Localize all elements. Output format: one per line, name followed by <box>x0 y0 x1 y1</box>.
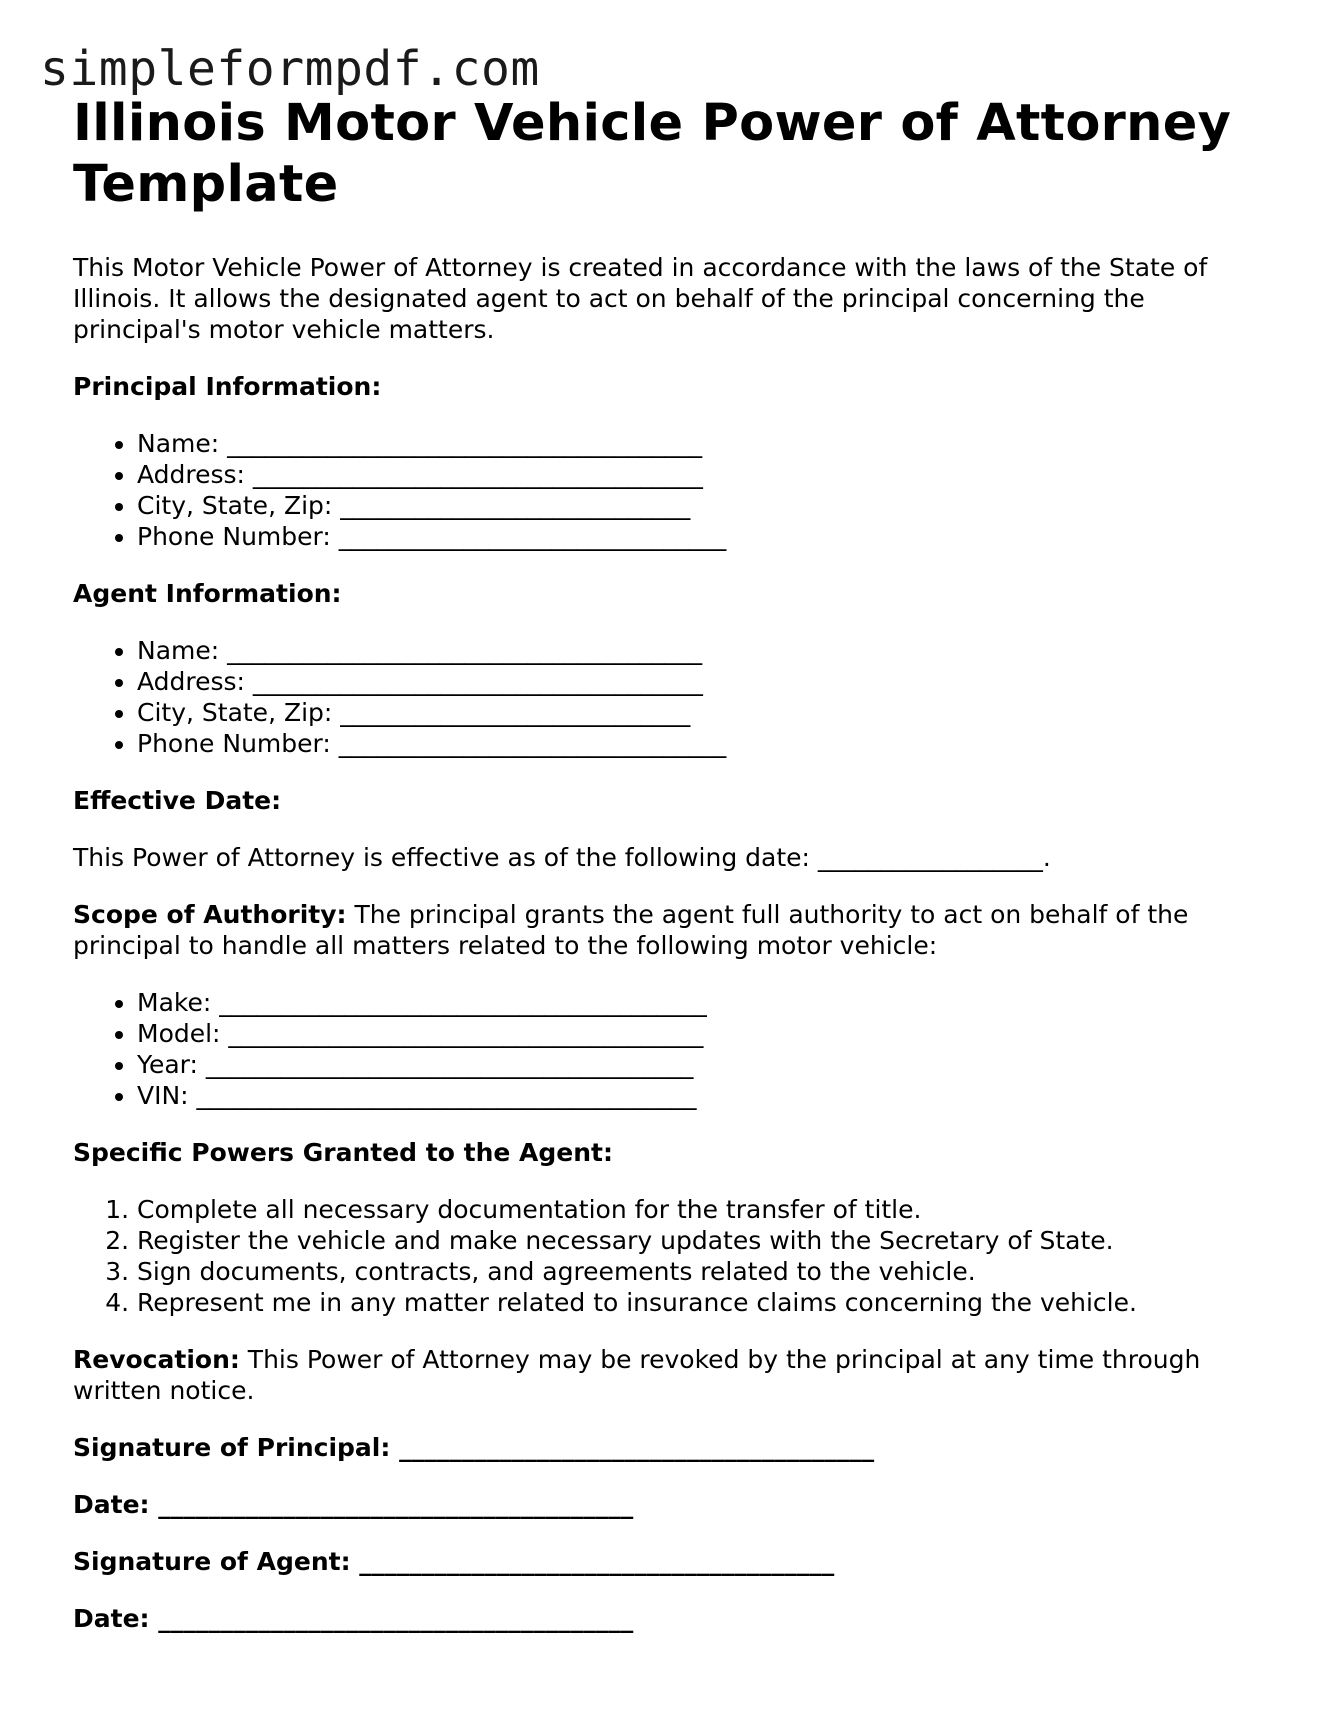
revocation-paragraph <box>73 1344 1273 1406</box>
agent-address-field[interactable]: • Address: ____________________________________ <box>137 666 1273 697</box>
principal-city-state-zip-field[interactable]: • City, State, Zip: ____________________________ <box>137 490 1273 521</box>
document-title: Illinois Motor Vehicle Power of Attorney Template <box>73 94 1232 214</box>
vehicle-fields-list <box>73 987 1273 1111</box>
principal-fields-list <box>73 428 1273 552</box>
scope-text: The principal grants the agent full authority to act on behalf of the principal to handle all matters related to the following motor vehicle: <box>73 900 1189 960</box>
agent-phone-field[interactable]: • Phone Number: _______________________________ <box>137 728 1273 759</box>
effective-date-field[interactable]: This Power of Attorney is effective as of the following date: __________________. <box>73 843 1051 872</box>
powers-heading: Specific Powers Granted to the Agent: <box>73 1138 613 1167</box>
principal-name-field[interactable]: • Name: ______________________________________ <box>137 428 1273 459</box>
document-body <box>73 93 1273 1634</box>
agent-fields-list <box>73 635 1273 759</box>
effective-date-heading: Effective Date: <box>73 786 282 815</box>
vehicle-vin-field[interactable]: • VIN: ________________________________________ <box>137 1080 1273 1111</box>
principal-date-field[interactable]: Date: ______________________________________ <box>73 1490 634 1519</box>
intro-paragraph: This Motor Vehicle Power of Attorney is created in accordance with the laws of the State of Illinois. It allows the designated agent to act on behalf of the principal concerning the principal's motor vehicle matters. <box>73 253 1208 344</box>
principal-signature-field[interactable]: Signature of Principal: ______________________________________ <box>73 1433 875 1462</box>
agent-city-state-zip-field[interactable]: • City, State, Zip: ____________________________ <box>137 697 1273 728</box>
agent-heading: Agent Information: <box>73 579 342 608</box>
vehicle-make-field[interactable]: • Make: _______________________________________ <box>137 987 1273 1018</box>
powers-list <box>73 1194 1273 1318</box>
principal-heading: Principal Information: <box>73 372 382 401</box>
principal-address-field[interactable]: • Address: ____________________________________ <box>137 459 1273 490</box>
agent-signature-field[interactable]: Signature of Agent: ______________________________________ <box>73 1547 835 1576</box>
revocation-label: Revocation: <box>73 1345 240 1374</box>
power-item: 3. Sign documents, contracts, and agreements related to the vehicle. <box>137 1256 1273 1287</box>
agent-name-field[interactable]: • Name: ______________________________________ <box>137 635 1273 666</box>
vehicle-year-field[interactable]: • Year: _______________________________________ <box>137 1049 1273 1080</box>
scope-paragraph <box>73 899 1273 961</box>
revocation-text: This Power of Attorney may be revoked by the principal at any time through written notice. <box>73 1345 1201 1405</box>
agent-date-field[interactable]: Date: ______________________________________ <box>73 1604 634 1633</box>
power-item: 2. Register the vehicle and make necessary updates with the Secretary of State. <box>137 1225 1273 1256</box>
watermark: simpleformpdf.com <box>40 41 540 97</box>
scope-label: Scope of Authority: <box>73 900 347 929</box>
power-item: 1. Complete all necessary documentation for the transfer of title. <box>137 1194 1273 1225</box>
power-item: 4. Represent me in any matter related to insurance claims concerning the vehicle. <box>137 1287 1273 1318</box>
vehicle-model-field[interactable]: • Model: ______________________________________ <box>137 1018 1273 1049</box>
principal-phone-field[interactable]: • Phone Number: _______________________________ <box>137 521 1273 552</box>
